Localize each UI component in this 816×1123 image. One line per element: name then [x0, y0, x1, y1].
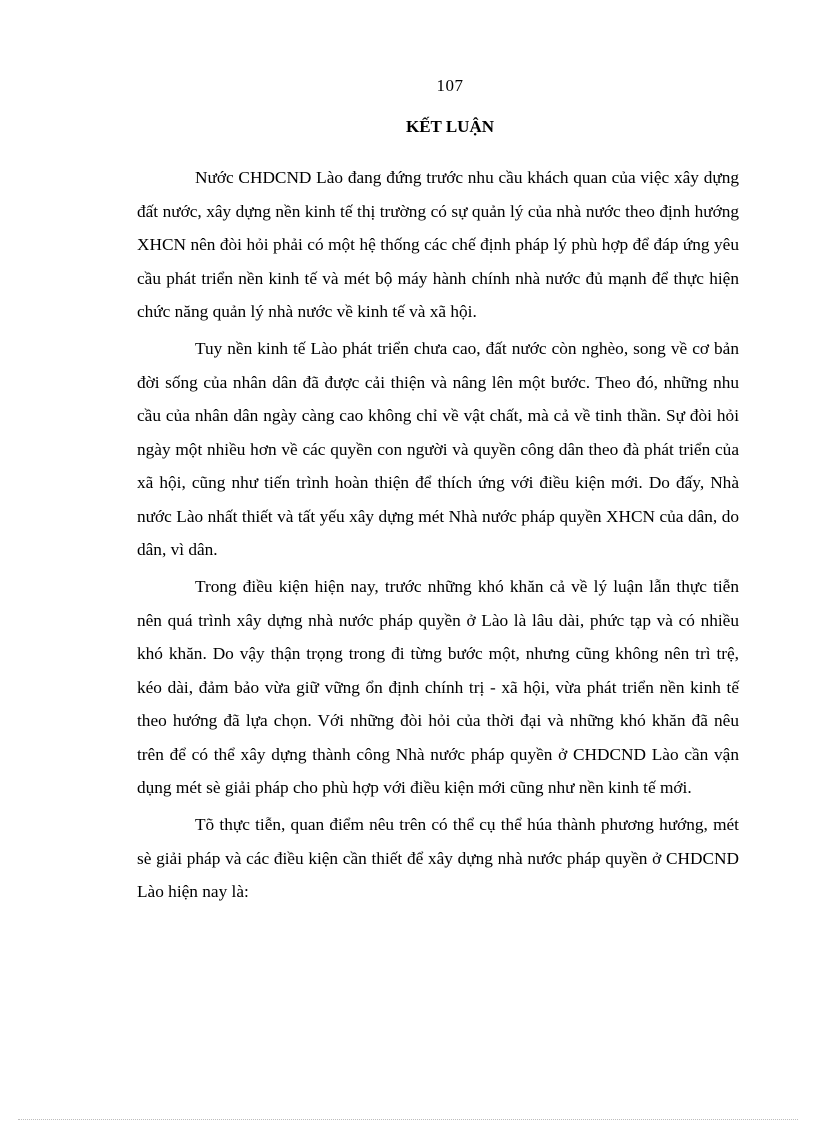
body-text: [137, 161, 739, 912]
paragraph-3: Trong điều kiện hiện nay, trước những khó khăn cả về lý luận lẫn thực tiễn nên quá trình xây dựng nhà nước pháp quyền ở Lào là lâu dài, phức tạp và có nhiều khó khăn. Do vậy thận trọng trong đi từng bước một, nhưng cũng không nên trì trệ, kéo dài, đảm bảo vừa giữ vững ổn định chính trị - xã hội, vừa phát triển nền kinh tế theo hướng đã lựa chọn. Với những đòi hỏi của thời đại và những khó khăn đã nêu trên để có thể xây dựng thành công Nhà nước pháp quyền ở CHDCND Lào cần vận dụng mét sè giải pháp cho phù hợp với điều kiện mới cũng như nền kinh tế mới.: [137, 577, 739, 797]
page-number: 107: [436, 76, 464, 95]
paragraph-1: Nước CHDCND Lào đang đứng trước nhu cầu khách quan của việc xây dựng đất nước, xây dựng nền kinh tế thị trường có sự quản lý của nhà nước theo định hướng XHCN nên đòi hỏi phải có một hệ thống các chế định pháp lý phù hợp để đáp ứng yêu cầu phát triển nền kinh tế và mét bộ máy hành chính nhà nước đủ mạnh để thực hiện chức năng quản lý nhà nước về kinh tế và xã hội.: [137, 168, 739, 321]
bottom-dotted-rule: [18, 1119, 798, 1120]
page-title: KẾT LUẬN: [405, 117, 494, 136]
paragraph-4: Tõ thực tiễn, quan điểm nêu trên có thể cụ thể húa thành phương hướng, mét sè giải pháp và các điều kiện cần thiết để xây dựng nhà nước pháp quyền ở CHDCND Lào hiện nay là:: [137, 815, 739, 901]
paragraph-2: Tuy nền kinh tế Lào phát triển chưa cao, đất nước còn nghèo, song về cơ bản đời sống của nhân dân đã được cải thiện và nâng lên một bước. Theo đó, những nhu cầu của nhân dân ngày càng cao không chỉ về vật chất, mà cả về tinh thần. Sự đòi hỏi ngày một nhiều hơn về các quyền con người và quyền công dân theo đà phát triển của xã hội, cũng như tiến trình hoàn thiện để thích ứng với điều kiện mới. Do đấy, Nhà nước Lào nhất thiết và tất yếu xây dựng mét Nhà nước pháp quyền XHCN của dân, do dân, vì dân.: [137, 339, 739, 559]
